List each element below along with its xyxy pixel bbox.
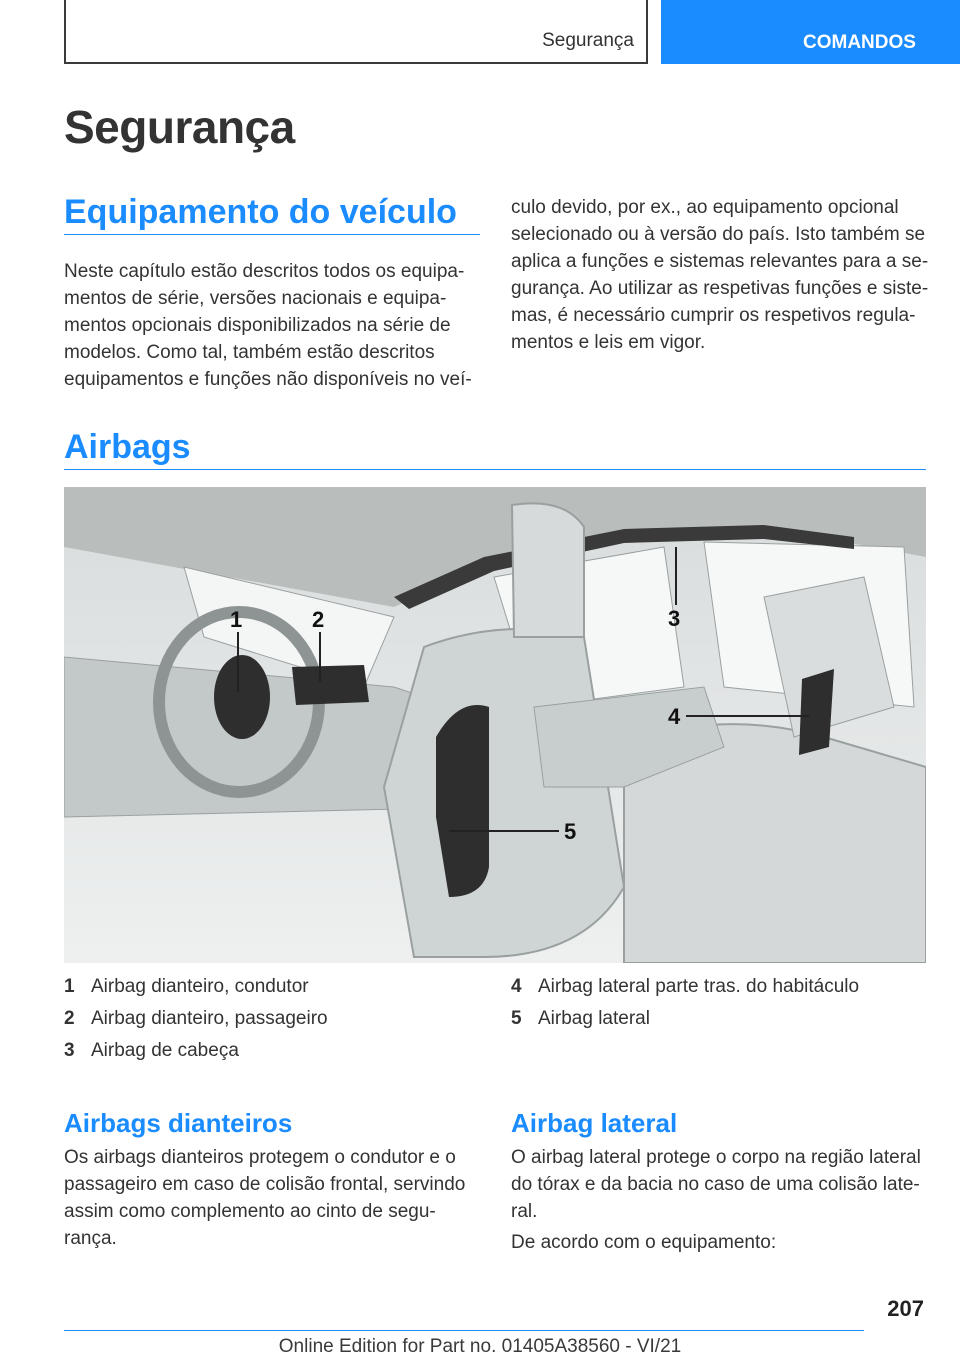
equip-rule [64,234,480,235]
front-airbags-text: Os airbags dianteiros protegem o condutor e o passageiro em caso de colisão frontal, servindo assim como complemento ao cinto de segu-rança. [64,1147,466,1249]
header-chapter-tab[interactable] [661,0,960,64]
page-title: Segurança [64,101,295,153]
legend-item [64,1035,484,1067]
side-airbag-heading: Airbag lateral [511,1108,678,1138]
airbag-illustration [64,487,926,963]
equip-paragraph-left: Neste capítulo estão descritos todos os equipa-mentos de série, versões nacionais e equipa-mentos opcionais disponibilizados na série de modelos. Como tal, também estão descritos equipamentos e funções não disponíveis no veí- [64,261,472,390]
front-seat [384,629,624,957]
equip-paragraph-right: culo devido, por ex., ao equipamento opcional selecionado ou à versão do país. Isto também se aplica a funções e sistemas relevantes para a se-gurança. Ao utilizar as respetivas funções e siste-mas, é necessário cumprir os respetivos regula-mentos e leis em vigor. [511,197,929,353]
legend-item [64,1003,484,1035]
legend-label: Airbag lateral [538,1008,650,1029]
passenger-airbag-shape [292,665,369,705]
header-section-label: Segurança [542,30,634,51]
legend-label: Airbag lateral parte tras. do habitáculo [538,976,860,997]
legend-number: 1 [64,976,75,997]
callout-1: 1 [230,607,243,632]
legend-item [511,971,931,1003]
equip-heading: Equipamento do veículo [64,193,457,231]
legend-label: Airbag de cabeça [91,1040,239,1061]
callout-3: 3 [668,606,681,631]
edition-label: Online Edition for Part no. 01405A38560 - VI/21 [278,1336,682,1357]
driver-airbag-shape [214,655,270,739]
legend-number: 5 [511,1008,522,1029]
header-chapter-label: COMANDOS [803,32,916,53]
legend-right [511,971,931,1035]
side-airbag-text: O airbag lateral protege o corpo na região lateral do tórax e da bacia no caso de uma colisão late-ral. [511,1147,921,1222]
legend-number: 2 [64,1008,75,1029]
front-headrest [512,503,584,637]
callout-5: 5 [564,819,577,844]
legend-label: Airbag dianteiro, passageiro [91,1008,328,1029]
legend-left [64,971,484,1067]
legend-number: 3 [64,1040,75,1061]
front-airbags-heading: Airbags dianteiros [64,1108,293,1138]
legend-label: Airbag dianteiro, condutor [91,976,309,997]
footer-rule [64,1330,864,1331]
callout-4: 4 [668,704,681,729]
callout-2: 2 [312,607,325,632]
airbags-rule [64,469,926,470]
legend-item [64,971,484,1003]
side-airbag-text-2: De acordo com o equipamento: [511,1232,777,1253]
legend-number: 4 [511,976,522,997]
airbags-heading: Airbags [64,428,191,466]
rear-side-airbag-shape [799,669,834,755]
page-number: 207 [887,1296,924,1321]
legend-item [511,1003,931,1035]
header-section-box [64,0,648,64]
